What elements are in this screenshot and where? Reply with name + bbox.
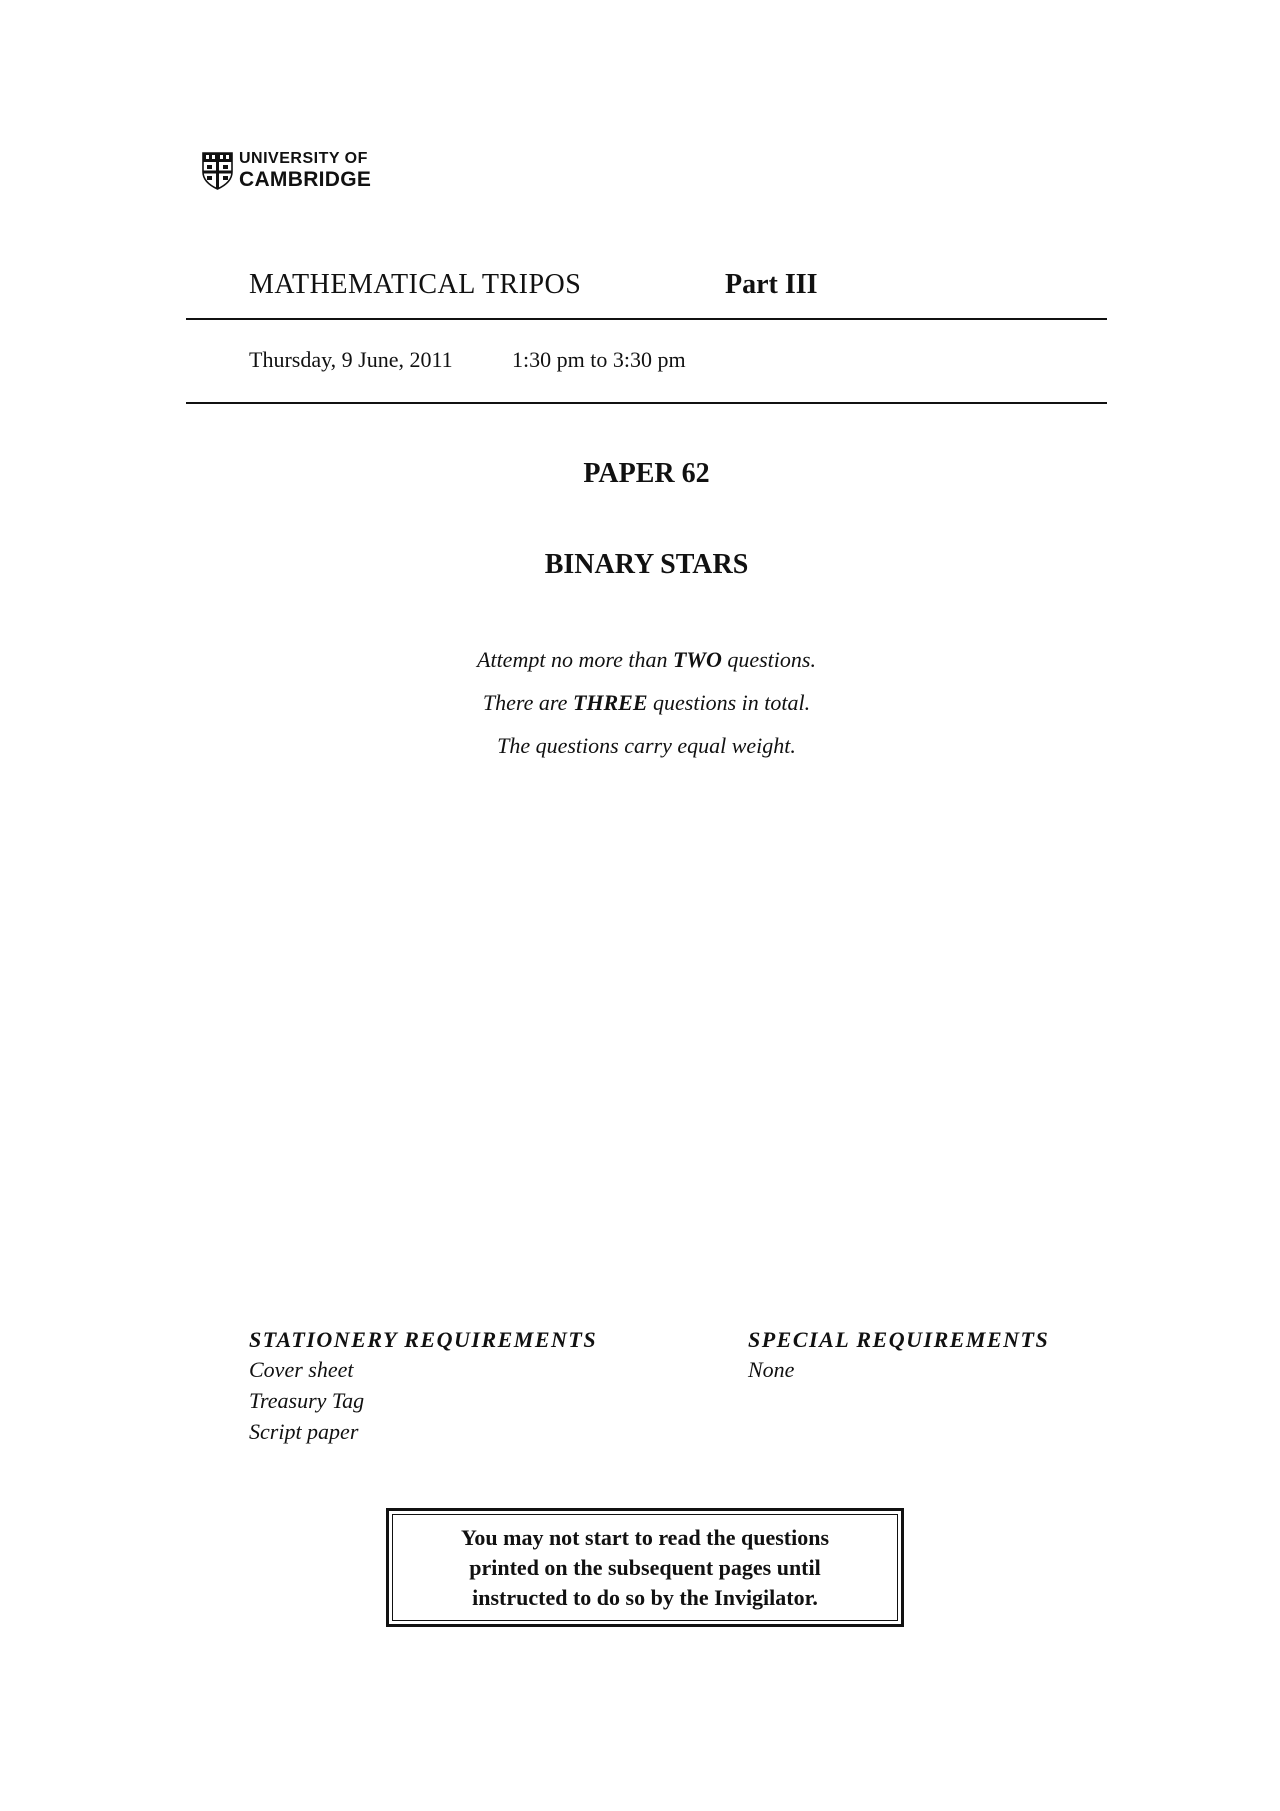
paper-number: PAPER 62 [583, 458, 710, 489]
special-item: None [748, 1357, 795, 1382]
instruction-total-post: questions in total. [647, 690, 811, 715]
stationery-heading: STATIONERY REQUIREMENTS [249, 1327, 598, 1352]
stationery-item: Script paper [249, 1419, 359, 1444]
instruction-total [0, 690, 1280, 716]
logo-line-university: UNIVERSITY OF [239, 150, 368, 167]
invigilator-notice-inner [392, 1514, 898, 1621]
stationery-item: Cover sheet [249, 1357, 354, 1382]
notice-line: printed on the subsequent pages until [469, 1554, 821, 1580]
exam-part: Part III [725, 269, 818, 300]
university-shield-icon [202, 152, 233, 190]
special-list [748, 1357, 794, 1383]
instruction-total-pre: There are [482, 690, 573, 715]
invigilator-notice-box [386, 1508, 904, 1627]
stationery-list [249, 1357, 364, 1450]
instruction-attempt-pre: Attempt no more than [477, 647, 673, 672]
exam-title: MATHEMATICAL TRIPOS [249, 269, 582, 300]
exam-time: 1:30 pm to 3:30 pm [512, 347, 686, 372]
instruction-attempt-count: TWO [672, 647, 722, 672]
logo-line-cambridge: CAMBRIDGE [239, 168, 372, 191]
header-top-rule [186, 318, 1107, 320]
stationery-item: Treasury Tag [249, 1388, 365, 1413]
instruction-attempt [0, 647, 1280, 673]
header-bottom-rule [186, 402, 1107, 404]
notice-line: You may not start to read the questions [460, 1524, 830, 1550]
logo-wordmark [239, 151, 371, 190]
instruction-total-count: THREE [572, 690, 648, 715]
instruction-attempt-post: questions. [721, 647, 816, 672]
notice-line: instructed to do so by the Invigilator. [472, 1584, 818, 1610]
exam-date: Thursday, 9 June, 2011 [249, 347, 453, 372]
special-heading: SPECIAL REQUIREMENTS [748, 1327, 1050, 1352]
university-logo [202, 151, 371, 190]
instruction-weight: The questions carry equal weight. [497, 733, 796, 758]
paper-title: BINARY STARS [544, 549, 749, 580]
